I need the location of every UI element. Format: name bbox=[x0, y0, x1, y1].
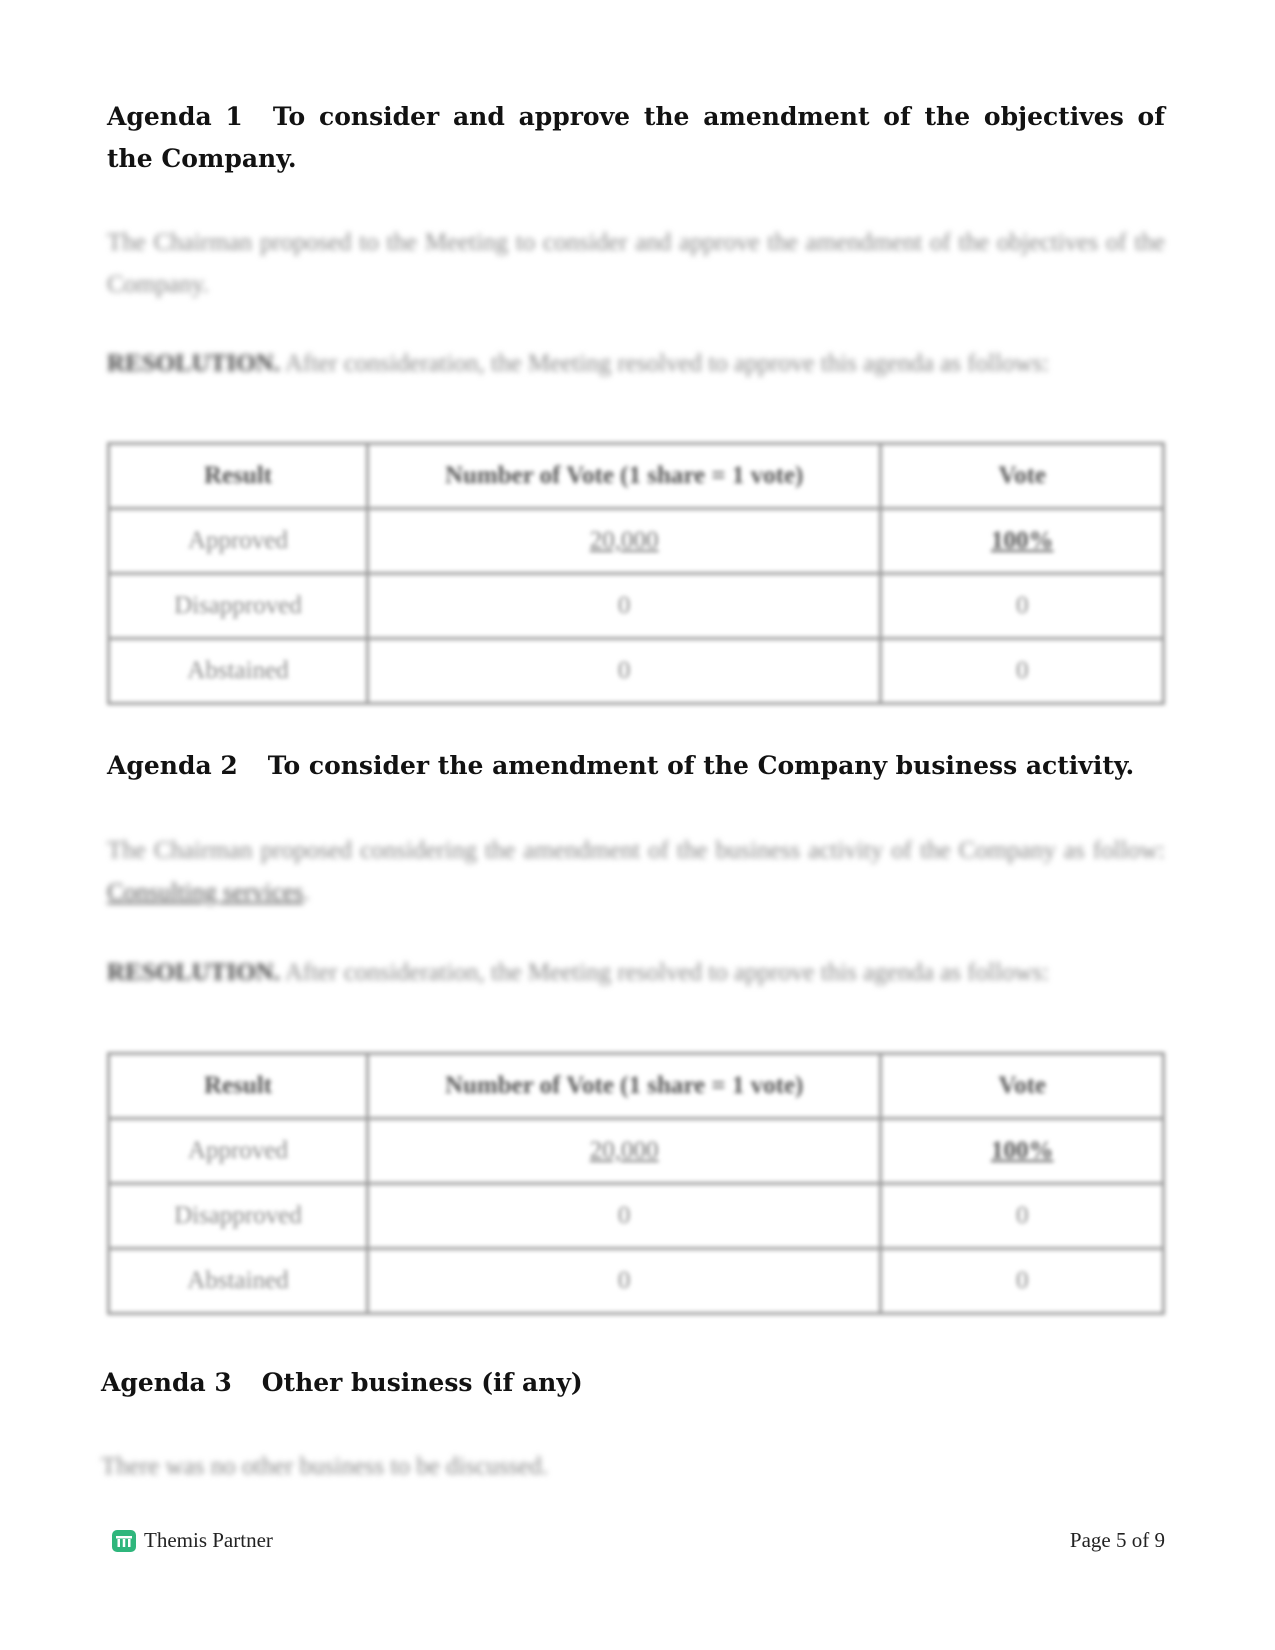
themis-logo-icon bbox=[112, 1530, 136, 1552]
agenda-2-body-text: The Chairman proposed considering the amendment of the business activity of the Company as follow: bbox=[107, 837, 1165, 864]
table-cell: 0 bbox=[367, 639, 880, 704]
agenda-2-vote-table bbox=[107, 1052, 1165, 1315]
agenda-1-resolution-label: RESOLUTION. bbox=[107, 350, 280, 377]
agenda-3-body: There was no other business to be discussed. bbox=[101, 1453, 549, 1480]
agenda-2-body-link: Consulting services bbox=[107, 879, 304, 906]
agenda-2-title: To consider the amendment of the Company business activity. bbox=[267, 751, 1135, 780]
footer-brand-name: Themis Partner bbox=[144, 1528, 273, 1552]
agenda-3-number: Agenda 3 bbox=[101, 1368, 232, 1397]
table-header-row bbox=[109, 444, 1164, 509]
table-cell: Disapproved bbox=[109, 1184, 368, 1249]
table-header-cell: Number of Vote (1 share = 1 vote) bbox=[367, 444, 880, 509]
agenda-2-body-end: . bbox=[303, 879, 310, 906]
table-header-cell: Vote bbox=[881, 1054, 1164, 1119]
table-row bbox=[109, 1184, 1164, 1249]
agenda-2-resolution bbox=[107, 952, 1165, 994]
agenda-2-heading bbox=[107, 745, 1165, 787]
agenda-1-resolution-text: After consideration, the Meeting resolved to approve this agenda as follows: bbox=[284, 350, 1050, 377]
table-header-cell: Result bbox=[109, 1054, 368, 1119]
table-cell: 100% bbox=[881, 509, 1164, 574]
agenda-1-title: To consider and approve the amendment of the objectives of the Company. bbox=[107, 102, 1165, 173]
table-cell: 0 bbox=[881, 1249, 1164, 1314]
table-header-cell: Number of Vote (1 share = 1 vote) bbox=[367, 1054, 880, 1119]
table-row bbox=[109, 1119, 1164, 1184]
agenda-3-heading bbox=[101, 1362, 1159, 1404]
agenda-1-vote-table bbox=[107, 442, 1165, 705]
table-cell: 0 bbox=[881, 639, 1164, 704]
table-cell: 0 bbox=[367, 574, 880, 639]
agenda-1-number: Agenda 1 bbox=[107, 102, 243, 131]
table-row bbox=[109, 509, 1164, 574]
table-row bbox=[109, 574, 1164, 639]
table-row bbox=[109, 1249, 1164, 1314]
table-cell: Approved bbox=[109, 509, 368, 574]
page-footer bbox=[112, 1528, 1165, 1558]
table-header-cell: Result bbox=[109, 444, 368, 509]
agenda-1-heading bbox=[107, 96, 1165, 180]
table-cell: 0 bbox=[367, 1249, 880, 1314]
agenda-2-resolution-text: After consideration, the Meeting resolved to approve this agenda as follows: bbox=[284, 959, 1050, 986]
agenda-2-body bbox=[107, 830, 1165, 914]
page-number: Page 5 of 9 bbox=[1069, 1528, 1165, 1552]
table-row bbox=[109, 639, 1164, 704]
agenda-1-resolution bbox=[107, 343, 1165, 385]
table-cell: 0 bbox=[881, 574, 1164, 639]
agenda-2-resolution-label: RESOLUTION. bbox=[107, 959, 280, 986]
table-header-cell: Vote bbox=[881, 444, 1164, 509]
table-header-row bbox=[109, 1054, 1164, 1119]
table-cell: Disapproved bbox=[109, 574, 368, 639]
table-cell: 0 bbox=[881, 1184, 1164, 1249]
table-cell: Abstained bbox=[109, 639, 368, 704]
agenda-2-number: Agenda 2 bbox=[107, 751, 238, 780]
table-cell: Abstained bbox=[109, 1249, 368, 1314]
table-cell: 0 bbox=[367, 1184, 880, 1249]
table-cell: 100% bbox=[881, 1119, 1164, 1184]
table-cell: 20,000 bbox=[367, 1119, 880, 1184]
footer-brand bbox=[112, 1528, 273, 1553]
table-cell: Approved bbox=[109, 1119, 368, 1184]
agenda-1-body: The Chairman proposed to the Meeting to consider and approve the amendment of the objectives of the Company. bbox=[107, 229, 1165, 298]
table-cell: 20,000 bbox=[367, 509, 880, 574]
agenda-3-title: Other business (if any) bbox=[261, 1368, 583, 1397]
